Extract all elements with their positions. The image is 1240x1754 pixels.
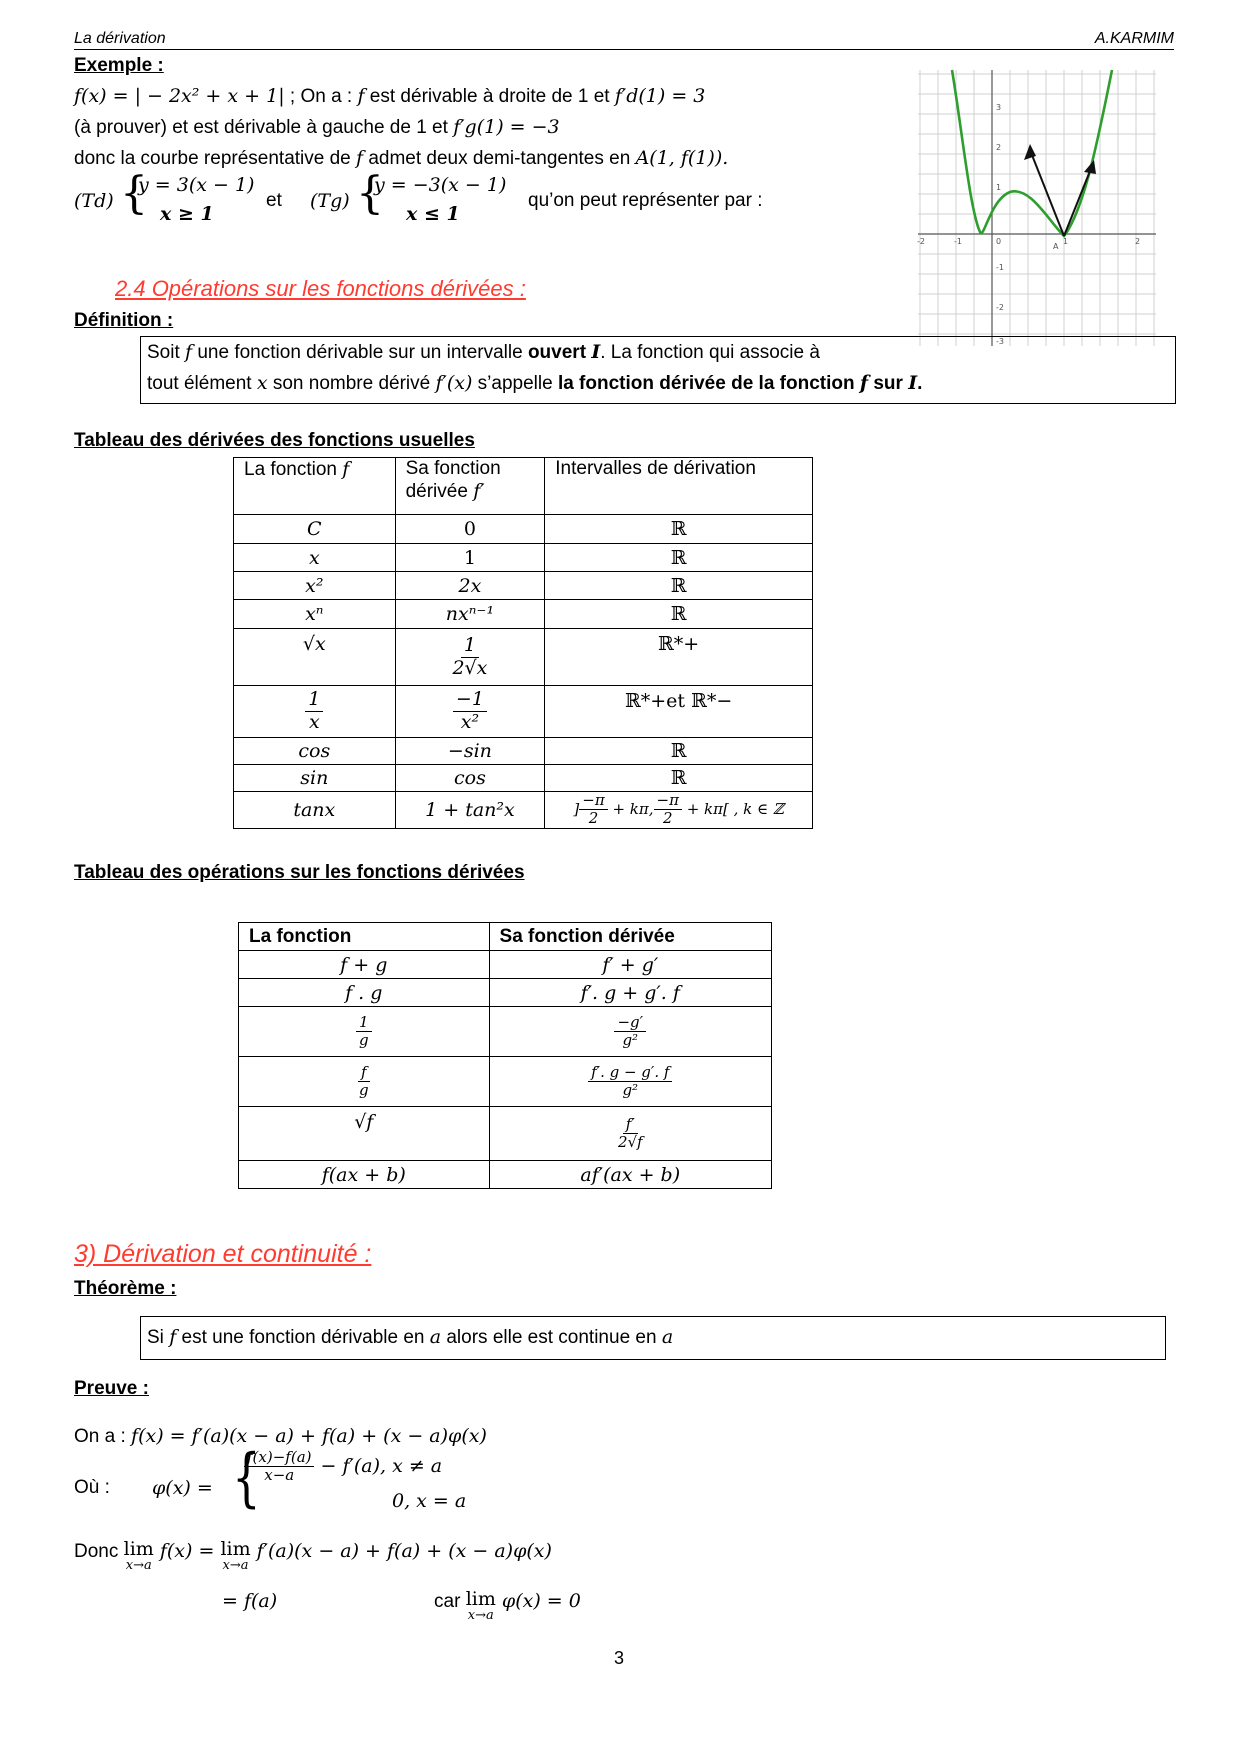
- proof-line-4: = f(a): [222, 1590, 278, 1612]
- table2-title: Tableau des opérations sur les fonctions dérivées: [74, 862, 525, 883]
- y-tick-m3: -3: [996, 337, 1004, 346]
- tg-line-2: x ≤ 1: [406, 203, 460, 225]
- proof-title: Preuve :: [74, 1378, 149, 1399]
- td-line-2: x ≥ 1: [160, 203, 214, 225]
- table-header-row: [234, 458, 813, 515]
- tg-brace: {: [356, 168, 384, 219]
- y-tick-m2: -2: [996, 303, 1004, 312]
- x-tick-0: 0: [996, 237, 1002, 246]
- operations-table: [238, 922, 772, 1189]
- expr-fg: f′g(1) = −3: [453, 116, 560, 138]
- derivative-graph: [918, 70, 1156, 346]
- section-3-title: 3) Dérivation et continuité :: [74, 1240, 372, 1268]
- y-tick-1: 1: [996, 183, 1002, 192]
- proof-line-4b: car lim x→a φ(x) = 0: [434, 1588, 581, 1623]
- header-cell-function: La fonction: [239, 923, 490, 951]
- example-line-3: donc la courbe représentative de f admet deux demi-tangentes en A(1, f(1)).: [74, 147, 729, 169]
- section-2-4-title: 2.4 Opérations sur les fonctions dérivées :: [115, 276, 526, 301]
- table-row: tanx 1 + tan²x ] $\frac{-\pi}{2}$ + kπ, $\frac{-\pi}{2}$ + kπ[ , k ∈ ℤ: [234, 792, 813, 829]
- header-left: La dérivation: [74, 30, 166, 47]
- theorem-title: Théorème :: [74, 1278, 177, 1299]
- x-tick-m1: -1: [954, 237, 962, 246]
- phi-definition: φ(x) =: [152, 1477, 213, 1499]
- td-brace: {: [120, 168, 148, 219]
- table-row: √x $\frac{1}{2√x}$ ℝ*+: [234, 629, 813, 686]
- table-row: $\frac{1}{x}$ $\frac{-1}{\text{x²}}$ ℝ*+et ℝ*−: [234, 686, 813, 738]
- table-row: sin cos ℝ: [234, 765, 813, 792]
- proof-line-1: On a : f(x) = f′(a)(x − a) + f(a) + (x − a)φ(x): [74, 1425, 487, 1447]
- frac-sqrt-f-derivative: $\frac{f'}{2√f}$: [617, 1114, 643, 1151]
- table-row: cos −sin ℝ: [234, 738, 813, 765]
- header-cell-derivative: Sa fonction dérivée: [489, 923, 771, 951]
- table1-title: Tableau des dérivées des fonctions usuelles: [74, 430, 475, 451]
- table-row: f . g f′. g + g′. f: [239, 979, 772, 1007]
- theorem-box: [140, 1316, 1166, 1360]
- phi-brace: {: [232, 1441, 261, 1515]
- page-number: 3: [614, 1648, 625, 1668]
- table-row: f + g f′ + g′: [239, 951, 772, 979]
- derivatives-table: [233, 457, 813, 829]
- frac-inverse: $\frac{1}{x}$: [305, 689, 323, 734]
- example-line-2: (à prouver) et est dérivable à gauche de 1 et f′g(1) = −3: [74, 116, 560, 138]
- definition-box: [140, 336, 1176, 404]
- table-row: x² 2x ℝ: [234, 572, 813, 600]
- td-label: (Td): [74, 190, 114, 212]
- left-half-tangent: [1030, 150, 1064, 236]
- proof-line-3: Donc lim x→a f(x) = lim x→a f′(a)(x − a) + f(a) + (x − a)φ(x): [74, 1538, 552, 1573]
- right-tangent-arrow: [1084, 160, 1096, 174]
- example-title: Exemple :: [74, 55, 164, 76]
- et-label: et: [266, 190, 282, 211]
- table-row: C 0 ℝ: [234, 515, 813, 544]
- header-cell-derivative: Sa fonction dérivée f′: [395, 458, 545, 515]
- theorem-text: Si f est une fonction dérivable en a alors elle est continue en a: [147, 1326, 674, 1348]
- header-cell-intervals: Intervalles de dérivation: [545, 458, 813, 515]
- header-cell-function: La fonction f: [234, 458, 396, 515]
- y-tick-m1: -1: [996, 263, 1004, 272]
- td-line-1: y = 3(x − 1): [138, 174, 255, 196]
- header-rule: [74, 49, 1174, 50]
- tg-line-1: y = −3(x − 1): [374, 174, 507, 196]
- expr-fd: f′d(1) = 3: [614, 85, 706, 107]
- left-tangent-arrow: [1024, 144, 1036, 160]
- table-row: f(ax + b) af′(ax + b): [239, 1161, 772, 1189]
- definition-line-2: tout élément x son nombre dérivé f′(x) s’appelle la fonction dérivée de la fonction f sur I.: [147, 372, 923, 394]
- phi-case-1: $\frac{f(x)-f(a)}{x-a}$ − f′(a), x ≠ a: [244, 1449, 442, 1485]
- frac-one-over-g-derivative: $\frac{-g'}{\text{g²}}$: [614, 1014, 646, 1050]
- proof-where-label: Où :: [74, 1477, 110, 1498]
- represent-text: qu’on peut représenter par :: [528, 190, 763, 211]
- x-tick-1: 1: [1063, 237, 1069, 246]
- definition-title: Définition :: [74, 310, 174, 331]
- frac-inverse-derivative: $\frac{-1}{\text{x²}}$: [453, 689, 487, 734]
- frac-one-over-g: $\frac{1}{g}$: [356, 1014, 372, 1050]
- expr-f: f(x) = | − 2x² + x + 1|: [74, 85, 285, 107]
- example-line-1: f(x) = | − 2x² + x + 1| ; On a : f est dérivable à droite de 1 et f′d(1) = 3: [74, 85, 706, 107]
- definition-line-1: Soit f une fonction dérivable sur un intervalle ouvert I. La fonction qui associe à: [147, 341, 820, 363]
- table-row: x 1 ℝ: [234, 544, 813, 572]
- x-tick-2: 2: [1135, 237, 1141, 246]
- x-tick-m2: -2: [917, 237, 925, 246]
- table-row: √f $\frac{f'}{2√f}$: [239, 1107, 772, 1161]
- right-half-tangent: [1064, 166, 1092, 236]
- header-right: A.KARMIM: [1094, 30, 1174, 47]
- frac-sqrt-derivative: $\frac{1}{2√x}$: [452, 633, 488, 679]
- y-tick-2: 2: [996, 143, 1002, 152]
- phi-case-2: 0, x = a: [392, 1490, 467, 1512]
- graph-grid: [918, 70, 1156, 346]
- frac-f-over-g-derivative: $\frac{f'. g - g'. f}{\text{g²}}$: [588, 1064, 672, 1100]
- frac-f-over-g: $\frac{f}{g}$: [358, 1062, 369, 1099]
- table-row: [239, 1057, 772, 1107]
- y-tick-3: 3: [996, 103, 1002, 112]
- table-row: [239, 1007, 772, 1057]
- point-a-label: A: [1053, 242, 1059, 251]
- table-row: xⁿ nxⁿ⁻¹ ℝ: [234, 600, 813, 629]
- tg-label: (Tg): [310, 190, 350, 212]
- table-header-row: [239, 923, 772, 951]
